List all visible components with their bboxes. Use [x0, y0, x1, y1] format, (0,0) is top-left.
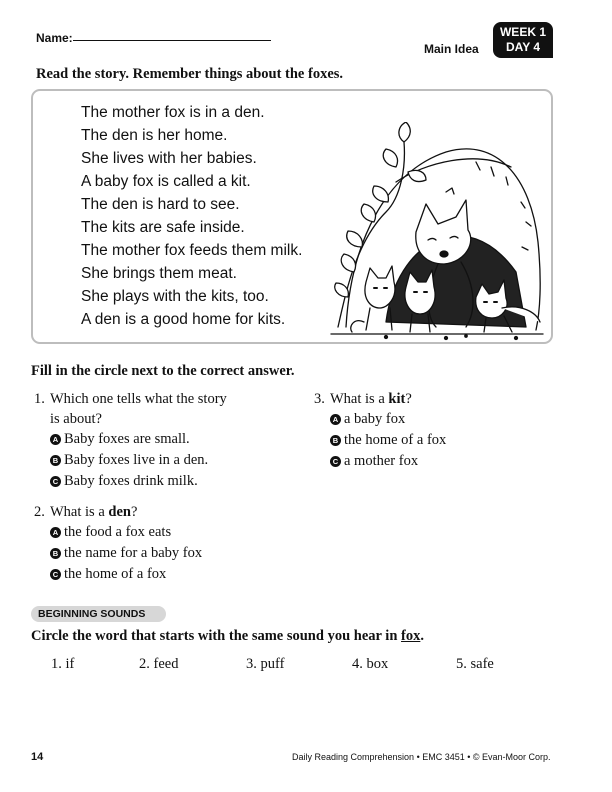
word-choice[interactable]: 1. if [51, 656, 75, 672]
answer-bubble-icon[interactable]: C [330, 456, 341, 467]
answer-bubble-icon[interactable]: B [50, 548, 61, 559]
question-number: 2. [34, 504, 45, 520]
answer-bubble-icon[interactable]: A [50, 527, 61, 538]
story-line: A den is a good home for kits. [81, 311, 286, 328]
question-keyword: kit [388, 391, 406, 407]
answer-option[interactable] [34, 450, 227, 471]
story-line: The kits are safe inside. [81, 219, 245, 236]
question-number: 1. [34, 391, 45, 407]
answer-bubble-icon[interactable]: C [50, 476, 61, 487]
answer-bubble-icon[interactable]: B [50, 455, 61, 466]
question-stem: Which one tells what the story [50, 391, 227, 407]
question-stem-cont: is about? [50, 411, 102, 427]
answer-text: the home of a fox [344, 432, 447, 448]
story-instructions: Read the story. Remember things about the foxes. [36, 66, 344, 82]
name-label: Name: [36, 31, 73, 45]
answer-option[interactable] [34, 564, 202, 585]
story-line: The den is hard to see. [81, 196, 240, 213]
answer-text: Baby foxes are small. [64, 431, 190, 447]
answer-text: a mother fox [344, 453, 419, 469]
answer-bubble-icon[interactable]: A [330, 414, 341, 425]
fox-family-in-den-illustration [326, 122, 548, 342]
answer-option[interactable] [34, 522, 202, 543]
answer-bubble-icon[interactable]: B [330, 435, 341, 446]
question-stem-pre: What is a [50, 504, 105, 520]
answer-option[interactable] [34, 471, 227, 492]
day-label: DAY 4 [505, 40, 541, 54]
answer-option[interactable] [314, 430, 446, 451]
story-line: She lives with her babies. [81, 150, 257, 167]
answer-option[interactable] [34, 543, 202, 564]
story-line: The mother fox is in a den. [81, 104, 265, 121]
story-line: A baby fox is called a kit. [81, 173, 251, 190]
word-choice[interactable]: 4. box [352, 656, 389, 672]
sound-instructions-text: Circle the word that starts with the same sound you hear in [31, 628, 398, 644]
word-choice[interactable]: 3. puff [246, 656, 285, 672]
answer-bubble-icon[interactable]: A [50, 434, 61, 445]
skill-label: Main Idea [424, 42, 479, 56]
question-keyword: den [108, 504, 131, 520]
question-stem-post: ? [405, 391, 412, 407]
word-choice[interactable]: 2. feed [139, 656, 179, 672]
week-label: WEEK 1 [499, 25, 546, 39]
question-number: 3. [314, 391, 325, 407]
answer-text: the food a fox eats [64, 524, 172, 540]
story-line: She brings them meat. [81, 265, 237, 282]
answer-option[interactable] [314, 409, 446, 430]
quiz-instructions: Fill in the circle next to the correct answer. [31, 363, 295, 379]
answer-text: Baby foxes live in a den. [64, 452, 209, 468]
name-write-line[interactable] [73, 40, 271, 41]
question-1 [34, 389, 227, 492]
question-stem-post: ? [130, 504, 138, 520]
answer-text: the home of a fox [64, 566, 167, 582]
question-stem-pre: What is a [330, 391, 385, 407]
story-line: The mother fox feeds them milk. [81, 242, 303, 259]
answer-bubble-icon[interactable]: C [50, 569, 61, 580]
story-text [81, 101, 302, 331]
footer-credit: Daily Reading Comprehension • EMC 3451 • © Evan-Moor Corp. [292, 752, 551, 762]
story-line: The den is her home. [81, 127, 228, 144]
page-number: 14 [31, 751, 44, 763]
answer-text: Baby foxes drink milk. [64, 473, 198, 489]
week-day-tab [493, 22, 553, 58]
word-choice[interactable]: 5. safe [456, 656, 494, 672]
sound-instructions [31, 628, 424, 645]
target-word: fox [401, 628, 421, 644]
answer-text: a baby fox [344, 411, 406, 427]
story-line: She plays with the kits, too. [81, 288, 269, 305]
sound-instructions-end: . [420, 628, 424, 644]
question-2 [34, 502, 202, 585]
answer-option[interactable] [34, 429, 227, 450]
section-title-beginning-sounds: BEGINNING SOUNDS [31, 606, 166, 622]
question-3 [314, 389, 446, 472]
answer-option[interactable] [314, 451, 446, 472]
answer-text: the name for a baby fox [64, 545, 203, 561]
